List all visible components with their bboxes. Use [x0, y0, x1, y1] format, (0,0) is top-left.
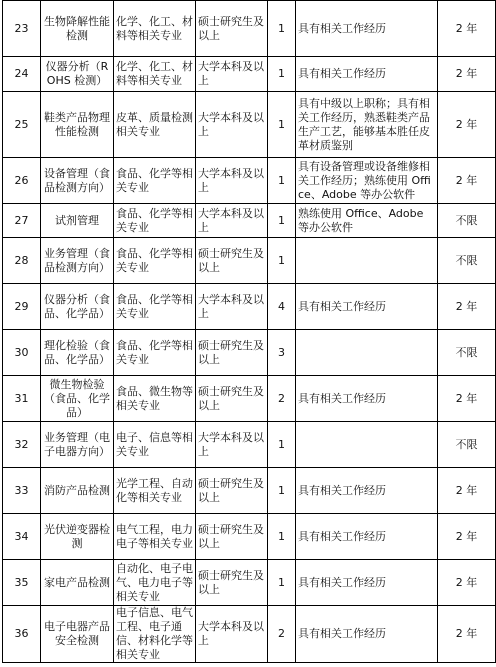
education-requirement: 硕士研究生及以上: [196, 514, 268, 560]
position-name: 家电产品检测: [41, 560, 114, 606]
position-name: 微生物检验（食品、化学品）: [41, 376, 114, 422]
row-number: 23: [3, 1, 41, 57]
education-requirement: 硕士研究生及以上: [196, 468, 268, 514]
experience-years: 2 年: [438, 376, 496, 422]
position-name: 鞋类产品物理性能检测: [41, 92, 114, 158]
headcount: 1: [268, 422, 296, 468]
major-requirement: 食品、微生物等相关专业: [114, 376, 196, 422]
table-row: [3, 158, 496, 204]
row-number: 33: [3, 468, 41, 514]
experience-years: 2 年: [438, 57, 496, 92]
other-requirement: 具有相关工作经历: [296, 376, 438, 422]
position-name: 设备管理（食品检测方向）: [41, 158, 114, 204]
experience-years: 2 年: [438, 468, 496, 514]
position-name: 理化检验（食品、化学品）: [41, 330, 114, 376]
position-name: 消防产品检测: [41, 468, 114, 514]
experience-years: 2 年: [438, 606, 496, 663]
other-requirement: 具有相关工作经历: [296, 468, 438, 514]
experience-years: 不限: [438, 238, 496, 284]
headcount: 4: [268, 284, 296, 330]
position-name: 光伏逆变器检测: [41, 514, 114, 560]
experience-years: 不限: [438, 330, 496, 376]
table-row: [3, 1, 496, 57]
other-requirement: [296, 422, 438, 468]
major-requirement: 食品、化学等相关专业: [114, 158, 196, 204]
table-row: [3, 284, 496, 330]
education-requirement: 大学本科及以上: [196, 606, 268, 663]
table-row: [3, 560, 496, 606]
row-number: 32: [3, 422, 41, 468]
headcount: 3: [268, 330, 296, 376]
other-requirement: 具有相关工作经历: [296, 514, 438, 560]
other-requirement: 具有相关工作经历: [296, 1, 438, 57]
table-row: [3, 238, 496, 284]
recruitment-table: [2, 0, 496, 663]
row-number: 24: [3, 57, 41, 92]
headcount: 1: [268, 92, 296, 158]
education-requirement: 硕士研究生及以上: [196, 1, 268, 57]
education-requirement: 大学本科及以上: [196, 57, 268, 92]
headcount: 1: [268, 560, 296, 606]
other-requirement: 具有设备管理或设备维修相关工作经历；熟练使用 Office、Adobe 等办公软件: [296, 158, 438, 204]
headcount: 1: [268, 158, 296, 204]
position-name: 仪器分析（食品、化学品）: [41, 284, 114, 330]
major-requirement: 电气工程，电力电子等相关专业: [114, 514, 196, 560]
row-number: 25: [3, 92, 41, 158]
position-name: 试剂管理: [41, 204, 114, 238]
position-name: 生物降解性能检测: [41, 1, 114, 57]
education-requirement: 大学本科及以上: [196, 422, 268, 468]
row-number: 30: [3, 330, 41, 376]
table-row: [3, 606, 496, 663]
major-requirement: 光学工程、自动化等相关专业: [114, 468, 196, 514]
table-row: [3, 57, 496, 92]
major-requirement: 电子、信息等相关专业: [114, 422, 196, 468]
other-requirement: 熟练使用 Office、Adobe 等办公软件: [296, 204, 438, 238]
headcount: 1: [268, 514, 296, 560]
position-name: 业务管理（电子电器方向）: [41, 422, 114, 468]
position-name: 仪器分析（ROHS 检测）: [41, 57, 114, 92]
headcount: 2: [268, 606, 296, 663]
major-requirement: 食品、化学等相关专业: [114, 330, 196, 376]
headcount: 1: [268, 238, 296, 284]
education-requirement: 硕士研究生及以上: [196, 238, 268, 284]
major-requirement: 自动化、电子电气、电力电子等相关专业: [114, 560, 196, 606]
table-body: [3, 1, 496, 663]
major-requirement: 化学、化工、材料等相关专业: [114, 1, 196, 57]
major-requirement: 电子信息、电气工程、电子通信、材料化学等相关专业: [114, 606, 196, 663]
row-number: 36: [3, 606, 41, 663]
education-requirement: 硕士研究生及以上: [196, 330, 268, 376]
row-number: 28: [3, 238, 41, 284]
experience-years: 2 年: [438, 514, 496, 560]
experience-years: 2 年: [438, 284, 496, 330]
other-requirement: 具有相关工作经历: [296, 606, 438, 663]
row-number: 26: [3, 158, 41, 204]
row-number: 27: [3, 204, 41, 238]
major-requirement: 皮革、质量检测相关专业: [114, 92, 196, 158]
other-requirement: 具有相关工作经历: [296, 57, 438, 92]
experience-years: 2 年: [438, 92, 496, 158]
row-number: 29: [3, 284, 41, 330]
education-requirement: 大学本科及以上: [196, 284, 268, 330]
education-requirement: 大学本科及以上: [196, 92, 268, 158]
position-name: 电子电器产品安全检测: [41, 606, 114, 663]
position-name: 业务管理（食品检测方向）: [41, 238, 114, 284]
table-row: [3, 468, 496, 514]
experience-years: 不限: [438, 204, 496, 238]
table-row: [3, 330, 496, 376]
education-requirement: 大学本科及以上: [196, 204, 268, 238]
table-row: [3, 376, 496, 422]
major-requirement: 食品、化学等相关专业: [114, 238, 196, 284]
headcount: 1: [268, 468, 296, 514]
row-number: 34: [3, 514, 41, 560]
education-requirement: 硕士研究生及以上: [196, 560, 268, 606]
education-requirement: 大学本科及以上: [196, 158, 268, 204]
major-requirement: 化学、化工、材料等相关专业: [114, 57, 196, 92]
table-row: [3, 204, 496, 238]
other-requirement: [296, 238, 438, 284]
table-row: [3, 92, 496, 158]
row-number: 31: [3, 376, 41, 422]
table-row: [3, 422, 496, 468]
experience-years: 2 年: [438, 560, 496, 606]
major-requirement: 食品、化学等相关专业: [114, 284, 196, 330]
experience-years: 不限: [438, 422, 496, 468]
experience-years: 2 年: [438, 158, 496, 204]
education-requirement: 硕士研究生及以上: [196, 376, 268, 422]
other-requirement: [296, 330, 438, 376]
experience-years: 2 年: [438, 1, 496, 57]
headcount: 1: [268, 204, 296, 238]
other-requirement: 具有相关工作经历: [296, 284, 438, 330]
table-row: [3, 514, 496, 560]
headcount: 1: [268, 1, 296, 57]
other-requirement: 具有中级以上职称；具有相关工作经历，熟悉鞋类产品生产工艺，能够基本胜任皮革材质鉴别: [296, 92, 438, 158]
headcount: 1: [268, 57, 296, 92]
row-number: 35: [3, 560, 41, 606]
major-requirement: 食品、化学等相关专业: [114, 204, 196, 238]
headcount: 2: [268, 376, 296, 422]
other-requirement: 具有相关工作经历: [296, 560, 438, 606]
